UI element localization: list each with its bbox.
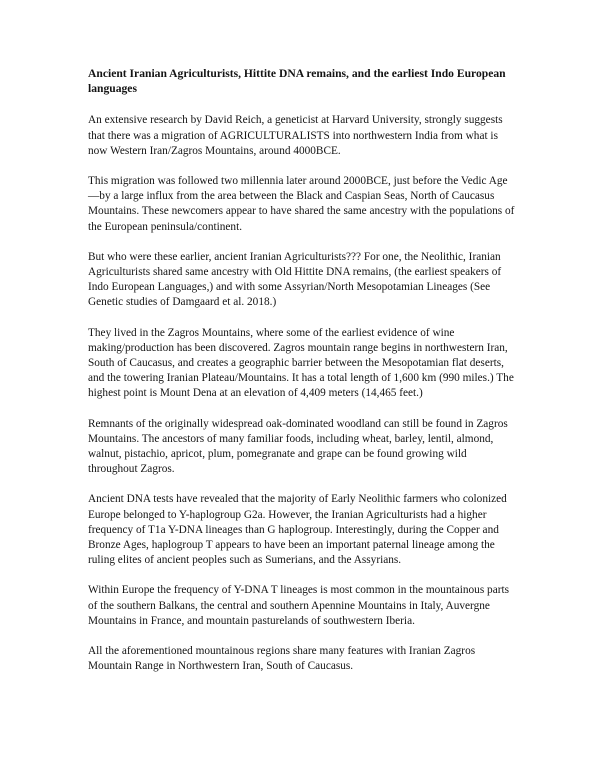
- paragraph-ancient-dna: Ancient DNA tests have revealed that the majority of Early Neolithic farmers who colonized Europe belonged to Y-haplogroup G2a. However, the Iranian Agriculturists had a higher frequency of T1a Y-DNA lineages than G haplogroup. Interestingly, during the Copper and Bronze Ages, haplogroup T appears to have been an important paternal lineage among the ruling elites of ancient peoples such as Sumerians, and the Assyrians.: [88, 493, 507, 567]
- paragraph-reich-research: An extensive research by David Reich, a geneticist at Harvard University, strongly suggests that there was a migration of AGRICULTURALISTS into northwestern India from what is now Western Iran/Zagros Mountains, around 4000BCE.: [88, 114, 503, 157]
- document-title: Ancient Iranian Agriculturists, Hittite DNA remains, and the earliest Indo European languages: [88, 67, 506, 96]
- paragraph-europe-frequency: Within Europe the frequency of Y-DNA T lineages is most common in the mountainous parts of the southern Balkans, the central and southern Apennine Mountains in Italy, Auvergne Mountains in France, and mountain pasturelands of southwestern Iberia.: [88, 584, 510, 627]
- paragraph-vedic-migration: This migration was followed two millennia later around 2000BCE, just before the Vedic Age—by a large influx from the area between the Black and Caspian Seas, North of Caucasus Mountains. These newcomers appear to have shared the same ancestry with the populations of the European peninsula/continent.: [88, 175, 515, 233]
- paragraph-zagros-mountains: They lived in the Zagros Mountains, where some of the earliest evidence of wine making/production has been discovered. Zagros mountain range begins in northwestern Iran, South of Caucasus, and creates a geographic barrier between the Mesopotamian flat deserts, and the towering Iranian Plateau/Mountains. It has a total length of 1,600 km (990 miles.) The highest point is Mount Dena at an elevation of 4,409 meters (14,465 feet.): [88, 326, 514, 400]
- document-page: [88, 66, 518, 690]
- paragraph-woodland-foods: Remnants of the originally widespread oak-dominated woodland can still be found in Zagros Mountains. The ancestors of many familiar foods, including wheat, barley, lentil, almond, walnut, pistachio, apricot, plum, pomegranate and grape can be found growing wild throughout Zagros.: [88, 417, 508, 476]
- paragraph-iranian-agriculturists: But who were these earlier, ancient Iranian Agriculturists??? For one, the Neolithic, Iranian Agriculturists shared same ancestry with Old Hittite DNA remains, (the earliest speakers of Indo European Languages,) and with some Assyrian/North Mesopotamian Lineages (See Genetic studies of Damgaard et al. 2018.): [88, 250, 502, 309]
- paragraph-conclusion: All the aforementioned mountainous regions share many features with Iranian Zagros Mountain Range in Northwestern Iran, South of Caucasus.: [88, 645, 476, 673]
